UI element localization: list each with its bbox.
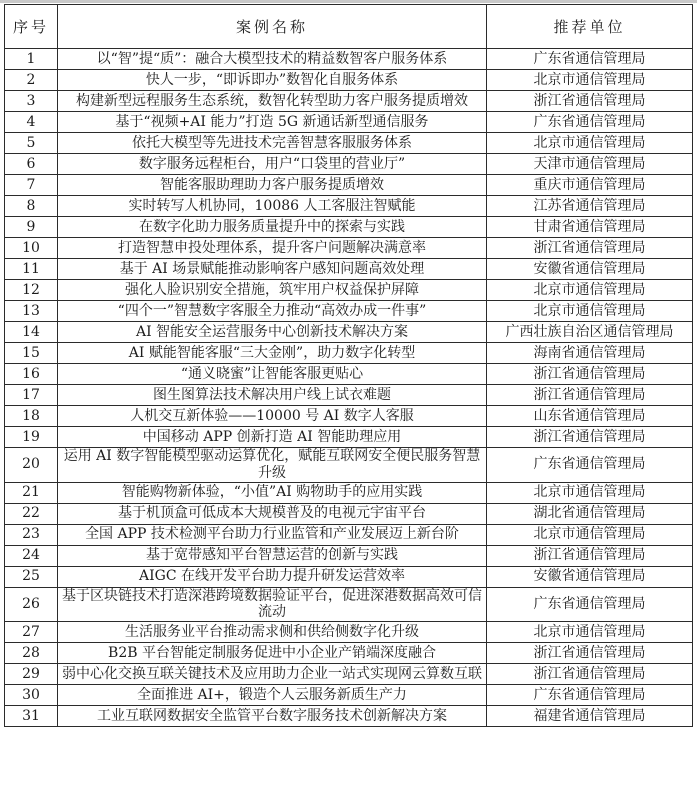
unit-cell: 江苏省通信管理局 [487, 196, 693, 217]
unit-cell: 浙江省通信管理局 [487, 385, 693, 406]
table-row [5, 196, 693, 217]
case-name-cell: 全面推进 AI+，锻造个人云服务新质生产力 [58, 685, 487, 706]
row-number-cell: 7 [5, 175, 58, 196]
case-name-cell: 基于“视频+AI 能力”打造 5G 新通话新型通信服务 [58, 112, 487, 133]
table-row [5, 587, 693, 622]
table-row [5, 112, 693, 133]
unit-cell: 北京市通信管理局 [487, 524, 693, 545]
table-row [5, 217, 693, 238]
case-name-cell: 生活服务业平台推动需求侧和供给侧数字化升级 [58, 622, 487, 643]
unit-cell: 甘肃省通信管理局 [487, 217, 693, 238]
row-number-cell: 19 [5, 427, 58, 448]
case-name-cell: 智能客服助理助力客户服务提质增效 [58, 175, 487, 196]
unit-cell: 天津市通信管理局 [487, 154, 693, 175]
row-number-cell: 29 [5, 664, 58, 685]
unit-cell: 北京市通信管理局 [487, 482, 693, 503]
table-row [5, 664, 693, 685]
table-row [5, 503, 693, 524]
unit-cell: 湖北省通信管理局 [487, 503, 693, 524]
case-name-cell: “四个一”智慧数字客服全力推动“高效办成一件事” [58, 301, 487, 322]
table-row [5, 70, 693, 91]
row-number-cell: 5 [5, 133, 58, 154]
case-name-cell: AIGC 在线开发平台助力提升研发运营效率 [58, 566, 487, 587]
row-number-cell: 25 [5, 566, 58, 587]
case-name-cell: 构建新型远程服务生态系统，数智化转型助力客户服务提质增效 [58, 91, 487, 112]
unit-cell: 广东省通信管理局 [487, 448, 693, 483]
unit-cell: 浙江省通信管理局 [487, 364, 693, 385]
table-row [5, 49, 693, 70]
table-row [5, 482, 693, 503]
row-number-cell: 28 [5, 643, 58, 664]
unit-cell: 北京市通信管理局 [487, 622, 693, 643]
case-name-cell: 基于区块链技术打造深港跨境数据验证平台，促进深港数据高效可信流动 [58, 587, 487, 622]
case-name-cell: AI 智能安全运营服务中心创新技术解决方案 [58, 322, 487, 343]
table-row [5, 385, 693, 406]
table-row [5, 545, 693, 566]
case-name-cell: 全国 APP 技术检测平台助力行业监管和产业发展迈上新台阶 [58, 524, 487, 545]
unit-cell: 安徽省通信管理局 [487, 566, 693, 587]
row-number-cell: 26 [5, 587, 58, 622]
table-row [5, 133, 693, 154]
unit-cell: 山东省通信管理局 [487, 406, 693, 427]
row-number-cell: 27 [5, 622, 58, 643]
table-row [5, 427, 693, 448]
unit-cell: 浙江省通信管理局 [487, 664, 693, 685]
unit-cell: 广东省通信管理局 [487, 587, 693, 622]
case-table-body [5, 49, 693, 727]
unit-cell: 福建省通信管理局 [487, 706, 693, 727]
unit-cell: 安徽省通信管理局 [487, 259, 693, 280]
row-number-cell: 30 [5, 685, 58, 706]
case-name-cell: 依托大模型等先进技术完善智慧客服服务体系 [58, 133, 487, 154]
unit-cell: 北京市通信管理局 [487, 70, 693, 91]
case-name-cell: B2B 平台智能定制服务促进中小企业产销端深度融合 [58, 643, 487, 664]
unit-cell: 海南省通信管理局 [487, 343, 693, 364]
case-name-cell: 基于机顶盒可低成本大规模普及的电视元宇宙平台 [58, 503, 487, 524]
case-name-cell: 在数字化助力服务质量提升中的探索与实践 [58, 217, 487, 238]
case-name-cell: 运用 AI 数字智能模型驱动运算优化，赋能互联网安全便民服务智慧升级 [58, 448, 487, 483]
row-number-cell: 13 [5, 301, 58, 322]
row-number-cell: 20 [5, 448, 58, 483]
unit-cell: 北京市通信管理局 [487, 301, 693, 322]
row-number-cell: 21 [5, 482, 58, 503]
row-number-cell: 4 [5, 112, 58, 133]
table-row [5, 343, 693, 364]
case-name-cell: 弱中心化交换互联关键技术及应用助力企业一站式实现网云算数互联 [58, 664, 487, 685]
case-name-cell: 中国移动 APP 创新打造 AI 智能助理应用 [58, 427, 487, 448]
row-number-cell: 23 [5, 524, 58, 545]
row-number-cell: 12 [5, 280, 58, 301]
row-number-cell: 31 [5, 706, 58, 727]
table-row [5, 566, 693, 587]
case-name-cell: 打造智慧申投处理体系，提升客户问题解决满意率 [58, 238, 487, 259]
row-number-cell: 17 [5, 385, 58, 406]
row-number-cell: 9 [5, 217, 58, 238]
case-name-cell: 人机交互新体验——10000 号 AI 数字人客服 [58, 406, 487, 427]
header-cell-number: 序号 [5, 5, 58, 49]
unit-cell: 广东省通信管理局 [487, 49, 693, 70]
table-row [5, 238, 693, 259]
row-number-cell: 24 [5, 545, 58, 566]
unit-cell: 广东省通信管理局 [487, 112, 693, 133]
screenshot-top-edge [0, 0, 697, 3]
case-name-cell: 实时转写人机协同，10086 人工客服注智赋能 [58, 196, 487, 217]
row-number-cell: 22 [5, 503, 58, 524]
unit-cell: 广西壮族自治区通信管理局 [487, 322, 693, 343]
case-name-cell: 基于宽带感知平台智慧运营的创新与实践 [58, 545, 487, 566]
table-row [5, 448, 693, 483]
row-number-cell: 8 [5, 196, 58, 217]
unit-cell: 北京市通信管理局 [487, 280, 693, 301]
table-row [5, 259, 693, 280]
row-number-cell: 3 [5, 91, 58, 112]
case-name-cell: 以“智”提“质”：融合大模型技术的精益数智客户服务体系 [58, 49, 487, 70]
unit-cell: 广东省通信管理局 [487, 685, 693, 706]
case-table-header [5, 5, 693, 49]
table-row [5, 301, 693, 322]
unit-cell: 浙江省通信管理局 [487, 238, 693, 259]
table-row [5, 524, 693, 545]
table-row [5, 154, 693, 175]
unit-cell: 北京市通信管理局 [487, 133, 693, 154]
table-row [5, 322, 693, 343]
table-row [5, 406, 693, 427]
table-row [5, 364, 693, 385]
unit-cell: 浙江省通信管理局 [487, 427, 693, 448]
row-number-cell: 11 [5, 259, 58, 280]
unit-cell: 浙江省通信管理局 [487, 545, 693, 566]
table-row [5, 280, 693, 301]
case-name-cell: 数字服务远程柜台，用户“口袋里的营业厅” [58, 154, 487, 175]
case-table [4, 4, 693, 727]
header-cell-unit: 推荐单位 [487, 5, 693, 49]
case-name-cell: 快人一步，“即诉即办”数智化自服务体系 [58, 70, 487, 91]
table-row [5, 685, 693, 706]
row-number-cell: 15 [5, 343, 58, 364]
case-name-cell: “通义晓蜜”让智能客服更贴心 [58, 364, 487, 385]
case-name-cell: AI 赋能智能客服“三大金刚”，助力数字化转型 [58, 343, 487, 364]
row-number-cell: 16 [5, 364, 58, 385]
case-name-cell: 智能购物新体验，“小值”AI 购物助手的应用实践 [58, 482, 487, 503]
row-number-cell: 6 [5, 154, 58, 175]
table-row [5, 175, 693, 196]
case-name-cell: 基于 AI 场景赋能推动影响客户感知问题高效处理 [58, 259, 487, 280]
row-number-cell: 10 [5, 238, 58, 259]
row-number-cell: 18 [5, 406, 58, 427]
case-name-cell: 强化人脸识别安全措施，筑牢用户权益保护屏障 [58, 280, 487, 301]
table-row [5, 706, 693, 727]
unit-cell: 重庆市通信管理局 [487, 175, 693, 196]
header-row [5, 5, 693, 49]
table-row [5, 91, 693, 112]
row-number-cell: 14 [5, 322, 58, 343]
unit-cell: 浙江省通信管理局 [487, 643, 693, 664]
case-name-cell: 工业互联网数据安全监管平台数字服务技术创新解决方案 [58, 706, 487, 727]
case-name-cell: 图生图算法技术解决用户线上试衣难题 [58, 385, 487, 406]
table-row [5, 622, 693, 643]
table-row [5, 643, 693, 664]
row-number-cell: 2 [5, 70, 58, 91]
header-cell-case-name: 案例名称 [58, 5, 487, 49]
unit-cell: 浙江省通信管理局 [487, 91, 693, 112]
row-number-cell: 1 [5, 49, 58, 70]
